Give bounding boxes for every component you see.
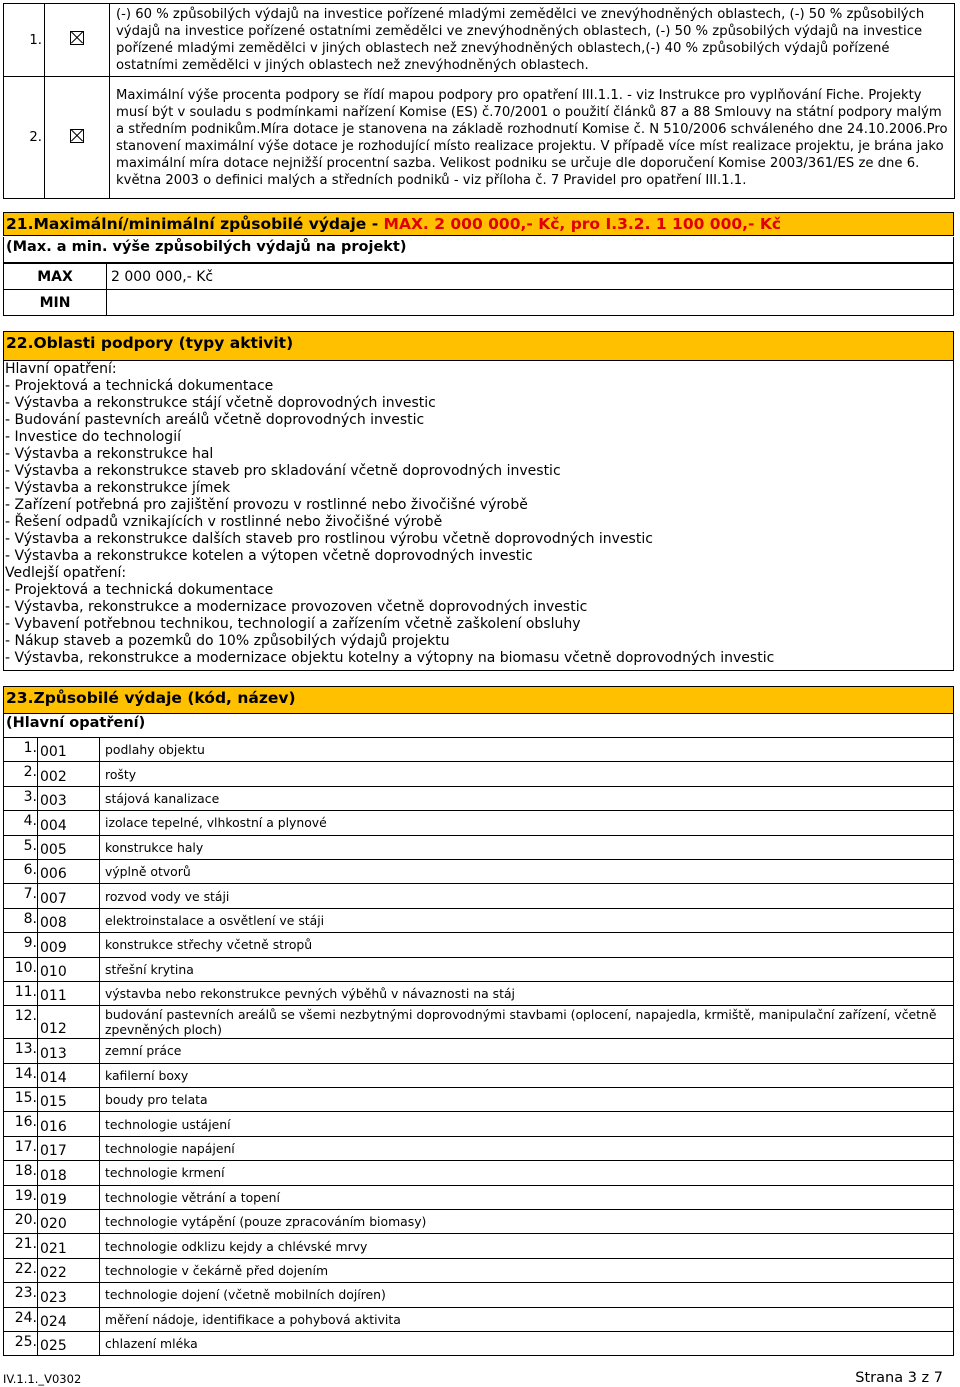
expense-name: izolace tepelné, vlhkostní a plynové bbox=[100, 811, 954, 835]
expense-number: 7. bbox=[4, 884, 38, 908]
expense-code: 005 bbox=[38, 835, 100, 859]
expense-name: kafilerní boxy bbox=[100, 1063, 954, 1087]
expense-row bbox=[4, 957, 954, 981]
expense-name: technologie v čekárně před dojením bbox=[100, 1258, 954, 1282]
activity-line: - Řešení odpadů vznikajících v rostlinné nebo živočišné výrobě bbox=[5, 514, 443, 530]
expense-code: 015 bbox=[38, 1088, 100, 1112]
expense-number: 22. bbox=[4, 1258, 38, 1282]
checked-box-icon bbox=[70, 31, 84, 45]
rule-text: (-) 60 % způsobilých výdajů na investice pořízené mladými zemědělci ve znevýhodněných oblastech, (-) 50 % způsobilých výdajů na investice pořízené ostatními zemědělci ve znevýhodněných oblastech, (-) 50 % způsobilých výdajů na investice pořízené mladými zemědělci v jiných oblastech než znevýhodněných oblastech,(-) 40 % způsobilých výdajů pořízené ostatními zemědělci v jiných oblastech než znevýhodněných oblastech. bbox=[110, 4, 955, 77]
section-23-subtitle: (Hlavní opatření) bbox=[3, 713, 954, 738]
checked-box-icon bbox=[70, 129, 84, 143]
rule-text: Maximální výše procenta podpory se řídí mapou podpory pro opatření III.1.1. - viz Instrukce pro vyplňování Fiche. Projekty musí být v souladu s podmínkami nařízení Komise (ES) č.70/2001 o použití článků 87 a 88 Smlouvy na státní podpory malým a středním podnikům.Míra dotace je stanovena na základě rozhodnutí Komise č. N 510/2006 schváleného dne 24.10.2006.Pro stanovení maximální výše dotace je rozhodující místo realizace projektu. V případě více míst realizace projektu, je brána jako maximální míra dotace nejnižší procentní sazba. Velikost podniku se určuje dle doporučení Komise 2003/361/ES ze dne 6. května 2003 o definici malých a středních podniků - viz příloha č. 7 Pravidel pro opatření III.1.1. bbox=[110, 77, 955, 199]
activity-line: - Zařízení potřebná pro zajištění provozu v rostlinné nebo živočišné výrobě bbox=[5, 497, 528, 513]
expense-row bbox=[4, 908, 954, 932]
expense-code: 023 bbox=[38, 1283, 100, 1307]
expense-code: 009 bbox=[38, 933, 100, 957]
expense-code: 014 bbox=[38, 1063, 100, 1087]
expense-number: 11. bbox=[4, 981, 38, 1005]
expense-number: 19. bbox=[4, 1185, 38, 1209]
expense-number: 2. bbox=[4, 762, 38, 786]
expense-code: 021 bbox=[38, 1234, 100, 1258]
expense-name: výstavba nebo rekonstrukce pevných výběhů v návaznosti na stáj bbox=[100, 981, 954, 1005]
expense-code: 012 bbox=[38, 1006, 100, 1039]
activity-line: - Výstavba a rekonstrukce dalších staveb pro rostlinou výrobu včetně doprovodných investic bbox=[5, 531, 653, 547]
rule-number: 2. bbox=[4, 77, 45, 199]
expense-code: 019 bbox=[38, 1185, 100, 1209]
max-value: 2 000 000,- Kč bbox=[107, 264, 954, 290]
activity-line: - Výstavba a rekonstrukce jímek bbox=[5, 480, 231, 496]
expense-row bbox=[4, 1039, 954, 1063]
expense-code: 018 bbox=[38, 1161, 100, 1185]
max-min-table bbox=[3, 263, 954, 316]
expense-number: 6. bbox=[4, 859, 38, 883]
expense-name: rošty bbox=[100, 762, 954, 786]
expense-number: 15. bbox=[4, 1088, 38, 1112]
expense-code: 006 bbox=[38, 859, 100, 883]
section-21-heading bbox=[3, 212, 954, 236]
expense-number: 9. bbox=[4, 933, 38, 957]
min-label: MIN bbox=[4, 290, 107, 316]
expense-name: zemní práce bbox=[100, 1039, 954, 1063]
expense-number: 18. bbox=[4, 1161, 38, 1185]
expense-code: 001 bbox=[38, 738, 100, 762]
expense-row bbox=[4, 786, 954, 810]
expense-number: 12. bbox=[4, 1006, 38, 1039]
expense-row bbox=[4, 1258, 954, 1282]
page-number: Strana 3 z 7 bbox=[855, 1370, 943, 1386]
expense-row bbox=[4, 884, 954, 908]
activity-line: - Vybavení potřebnou technikou, technologií a zařízením včetně zaškolení obsluhy bbox=[5, 616, 581, 632]
expense-code: 003 bbox=[38, 786, 100, 810]
expense-code: 008 bbox=[38, 908, 100, 932]
activity-line: Hlavní opatření: bbox=[5, 361, 117, 377]
expense-code: 010 bbox=[38, 957, 100, 981]
expense-number: 25. bbox=[4, 1331, 38, 1355]
section-21-title: 21.Maximální/minimální způsobilé výdaje - bbox=[6, 215, 384, 233]
expense-name: rozvod vody ve stáji bbox=[100, 884, 954, 908]
rule-number: 1. bbox=[4, 4, 45, 77]
expense-number: 3. bbox=[4, 786, 38, 810]
expense-number: 5. bbox=[4, 835, 38, 859]
expense-row bbox=[4, 738, 954, 762]
expense-number: 21. bbox=[4, 1234, 38, 1258]
expense-code: 017 bbox=[38, 1136, 100, 1160]
expense-name: střešní krytina bbox=[100, 957, 954, 981]
expense-name: technologie odklizu kejdy a chlévské mrvy bbox=[100, 1234, 954, 1258]
rule-row bbox=[4, 77, 955, 199]
activity-line: - Výstavba a rekonstrukce staveb pro skladování včetně doprovodných investic bbox=[5, 463, 561, 479]
expense-number: 16. bbox=[4, 1112, 38, 1136]
activity-line: - Výstavba a rekonstrukce hal bbox=[5, 446, 214, 462]
section-21-subtitle: (Max. a min. výše způsobilých výdajů na projekt) bbox=[3, 237, 954, 263]
expense-code: 004 bbox=[38, 811, 100, 835]
expense-name: výplně otvorů bbox=[100, 859, 954, 883]
expense-name: budování pastevních areálů se všemi nezbytnými doprovodnými stavbami (oplocení, napajedla, krmiště, manipulační zařízení, včetně zpevněných ploch) bbox=[100, 1006, 954, 1039]
expense-row bbox=[4, 1283, 954, 1307]
expense-name: technologie vytápění (pouze zpracováním biomasy) bbox=[100, 1210, 954, 1234]
expense-name: technologie napájení bbox=[100, 1136, 954, 1160]
expense-table bbox=[3, 737, 954, 1356]
expense-name: měření nádoje, identifikace a pohybová aktivita bbox=[100, 1307, 954, 1331]
expense-code: 011 bbox=[38, 981, 100, 1005]
expense-row bbox=[4, 811, 954, 835]
expense-number: 8. bbox=[4, 908, 38, 932]
expense-number: 13. bbox=[4, 1039, 38, 1063]
expense-row bbox=[4, 1307, 954, 1331]
activity-line: - Výstavba a rekonstrukce kotelen a výtopen včetně doprovodných investic bbox=[5, 548, 533, 564]
expense-name: technologie větrání a topení bbox=[100, 1185, 954, 1209]
expense-row bbox=[4, 981, 954, 1005]
rules-table bbox=[3, 3, 955, 199]
expense-number: 4. bbox=[4, 811, 38, 835]
expense-name: technologie krmení bbox=[100, 1161, 954, 1185]
expense-code: 025 bbox=[38, 1331, 100, 1355]
activity-line: - Nákup staveb a pozemků do 10% způsobilých výdajů projektu bbox=[5, 633, 450, 649]
rule-checkbox[interactable] bbox=[45, 77, 110, 199]
expense-code: 020 bbox=[38, 1210, 100, 1234]
rule-checkbox[interactable] bbox=[45, 4, 110, 77]
expense-name: technologie dojení (včetně mobilních dojíren) bbox=[100, 1283, 954, 1307]
activity-line: - Projektová a technická dokumentace bbox=[5, 582, 274, 598]
activity-line: - Výstavba, rekonstrukce a modernizace provozoven včetně doprovodných investic bbox=[5, 599, 588, 615]
expense-name: chlazení mléka bbox=[100, 1331, 954, 1355]
expense-name: technologie ustájení bbox=[100, 1112, 954, 1136]
expense-row bbox=[4, 1112, 954, 1136]
expense-row bbox=[4, 1210, 954, 1234]
expense-number: 24. bbox=[4, 1307, 38, 1331]
expense-number: 23. bbox=[4, 1283, 38, 1307]
expense-row bbox=[4, 933, 954, 957]
section-21-limit: MAX. 2 000 000,- Kč, pro I.3.2. 1 100 000,- Kč bbox=[383, 215, 782, 233]
document-code: IV.1.1._V0302 bbox=[3, 1372, 82, 1386]
expense-name: konstrukce střechy včetně stropů bbox=[100, 933, 954, 957]
section-22-heading: 22.Oblasti podpory (typy aktivit) bbox=[3, 331, 954, 361]
expense-code: 013 bbox=[38, 1039, 100, 1063]
expense-name: podlahy objektu bbox=[100, 738, 954, 762]
expense-row bbox=[4, 762, 954, 786]
expense-row bbox=[4, 1161, 954, 1185]
activity-line: - Budování pastevních areálů včetně doprovodných investic bbox=[5, 412, 425, 428]
activity-line: - Výstavba a rekonstrukce stájí včetně doprovodných investic bbox=[5, 395, 436, 411]
expense-row bbox=[4, 1234, 954, 1258]
expense-name: elektroinstalace a osvětlení ve stáji bbox=[100, 908, 954, 932]
activity-line: Vedlejší opatření: bbox=[5, 565, 127, 581]
activity-line: - Projektová a technická dokumentace bbox=[5, 378, 274, 394]
expense-number: 1. bbox=[4, 738, 38, 762]
expense-code: 007 bbox=[38, 884, 100, 908]
rule-row bbox=[4, 4, 955, 77]
expense-row bbox=[4, 1006, 954, 1039]
activity-line: - Výstavba, rekonstrukce a modernizace objektu kotelny a výtopny na biomasu včetně doprovodných investic bbox=[5, 650, 775, 666]
section-23-heading: 23.Způsobilé výdaje (kód, název) bbox=[3, 686, 954, 714]
expense-number: 14. bbox=[4, 1063, 38, 1087]
expense-row bbox=[4, 1063, 954, 1087]
expense-number: 17. bbox=[4, 1136, 38, 1160]
expense-row bbox=[4, 1088, 954, 1112]
activity-list bbox=[3, 361, 954, 671]
max-label: MAX bbox=[4, 264, 107, 290]
expense-code: 002 bbox=[38, 762, 100, 786]
expense-code: 016 bbox=[38, 1112, 100, 1136]
min-value bbox=[107, 290, 954, 316]
expense-row bbox=[4, 1331, 954, 1355]
expense-row bbox=[4, 859, 954, 883]
expense-code: 022 bbox=[38, 1258, 100, 1282]
activity-line: - Investice do technologií bbox=[5, 429, 181, 445]
expense-name: boudy pro telata bbox=[100, 1088, 954, 1112]
expense-name: stájová kanalizace bbox=[100, 786, 954, 810]
expense-row bbox=[4, 835, 954, 859]
expense-code: 024 bbox=[38, 1307, 100, 1331]
expense-row bbox=[4, 1136, 954, 1160]
expense-row bbox=[4, 1185, 954, 1209]
expense-number: 20. bbox=[4, 1210, 38, 1234]
expense-name: konstrukce haly bbox=[100, 835, 954, 859]
expense-number: 10. bbox=[4, 957, 38, 981]
